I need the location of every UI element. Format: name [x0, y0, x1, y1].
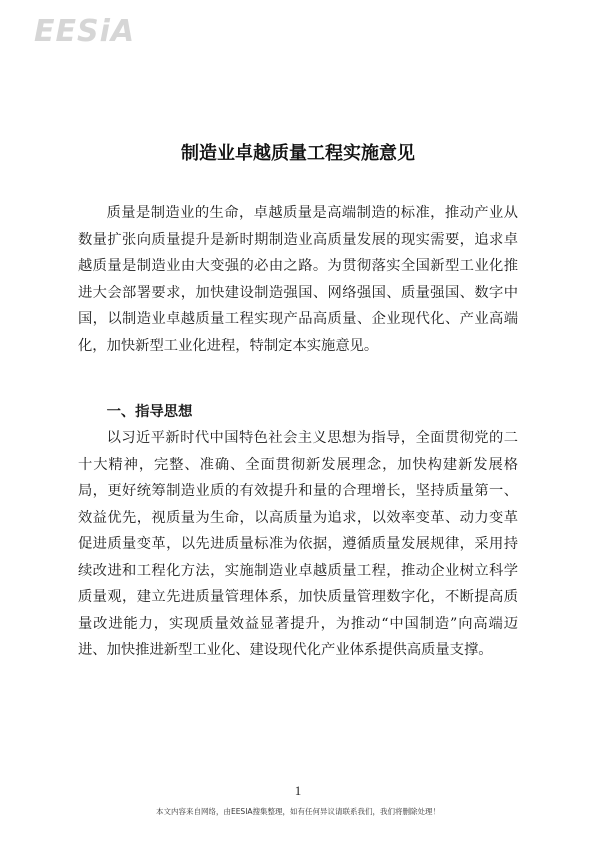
eesia-logo: EESiA [34, 14, 136, 49]
document-title: 制造业卓越质量工程实施意见 [181, 143, 415, 164]
section-heading-guiding-ideology: 一、指导思想 [106, 404, 193, 420]
intro-paragraph-block [78, 200, 518, 359]
section-heading-block [78, 399, 518, 426]
footer-notice: 本文内容来自网络，由EESIA搜集整理，如有任何异议请联系我们，我们将删除处理！ [155, 807, 441, 816]
section-paragraph-guiding-ideology: 以习近平新时代中国特色社会主义思想为指导，全面贯彻党的二十大精神，完整、准确、全面贯彻新发展理念，加快构建新发展格局，更好统筹制造业质的有效提升和量的合理增长，坚持质量第一、效益优先，视质量为生命，以高质量为追求，以效率变革、动力变革促进质量变革，以先进质量标准为依据，遵循质量发展规律，采用持续改进和工程化方法，实施制造业卓越质量工程，推动企业树立科学质量观，建立先进质量管理体系，加快质量管理数字化，不断提高质量改进能力，实现质量效益显著提升，为推动“中国制造”向高端迈进、加快推进新型工业化、建设现代化产业体系提供高质量支撑。 [78, 430, 518, 658]
intro-paragraph: 质量是制造业的生命，卓越质量是高端制造的标准，推动产业从数量扩张向质量提升是新时期制造业高质量发展的现实需要，追求卓越质量是制造业由大变强的必由之路。为贯彻落实全国新型工业化推进大会部署要求，加快建设制造强国、网络强国、质量强国、数字中国，以制造业卓越质量工程实现产品高质量、企业现代化、产业高端化，加快新型工业化进程，特制定本实施意见。 [78, 205, 518, 354]
page-number: 1 [294, 783, 302, 798]
section-body-block [78, 425, 518, 664]
